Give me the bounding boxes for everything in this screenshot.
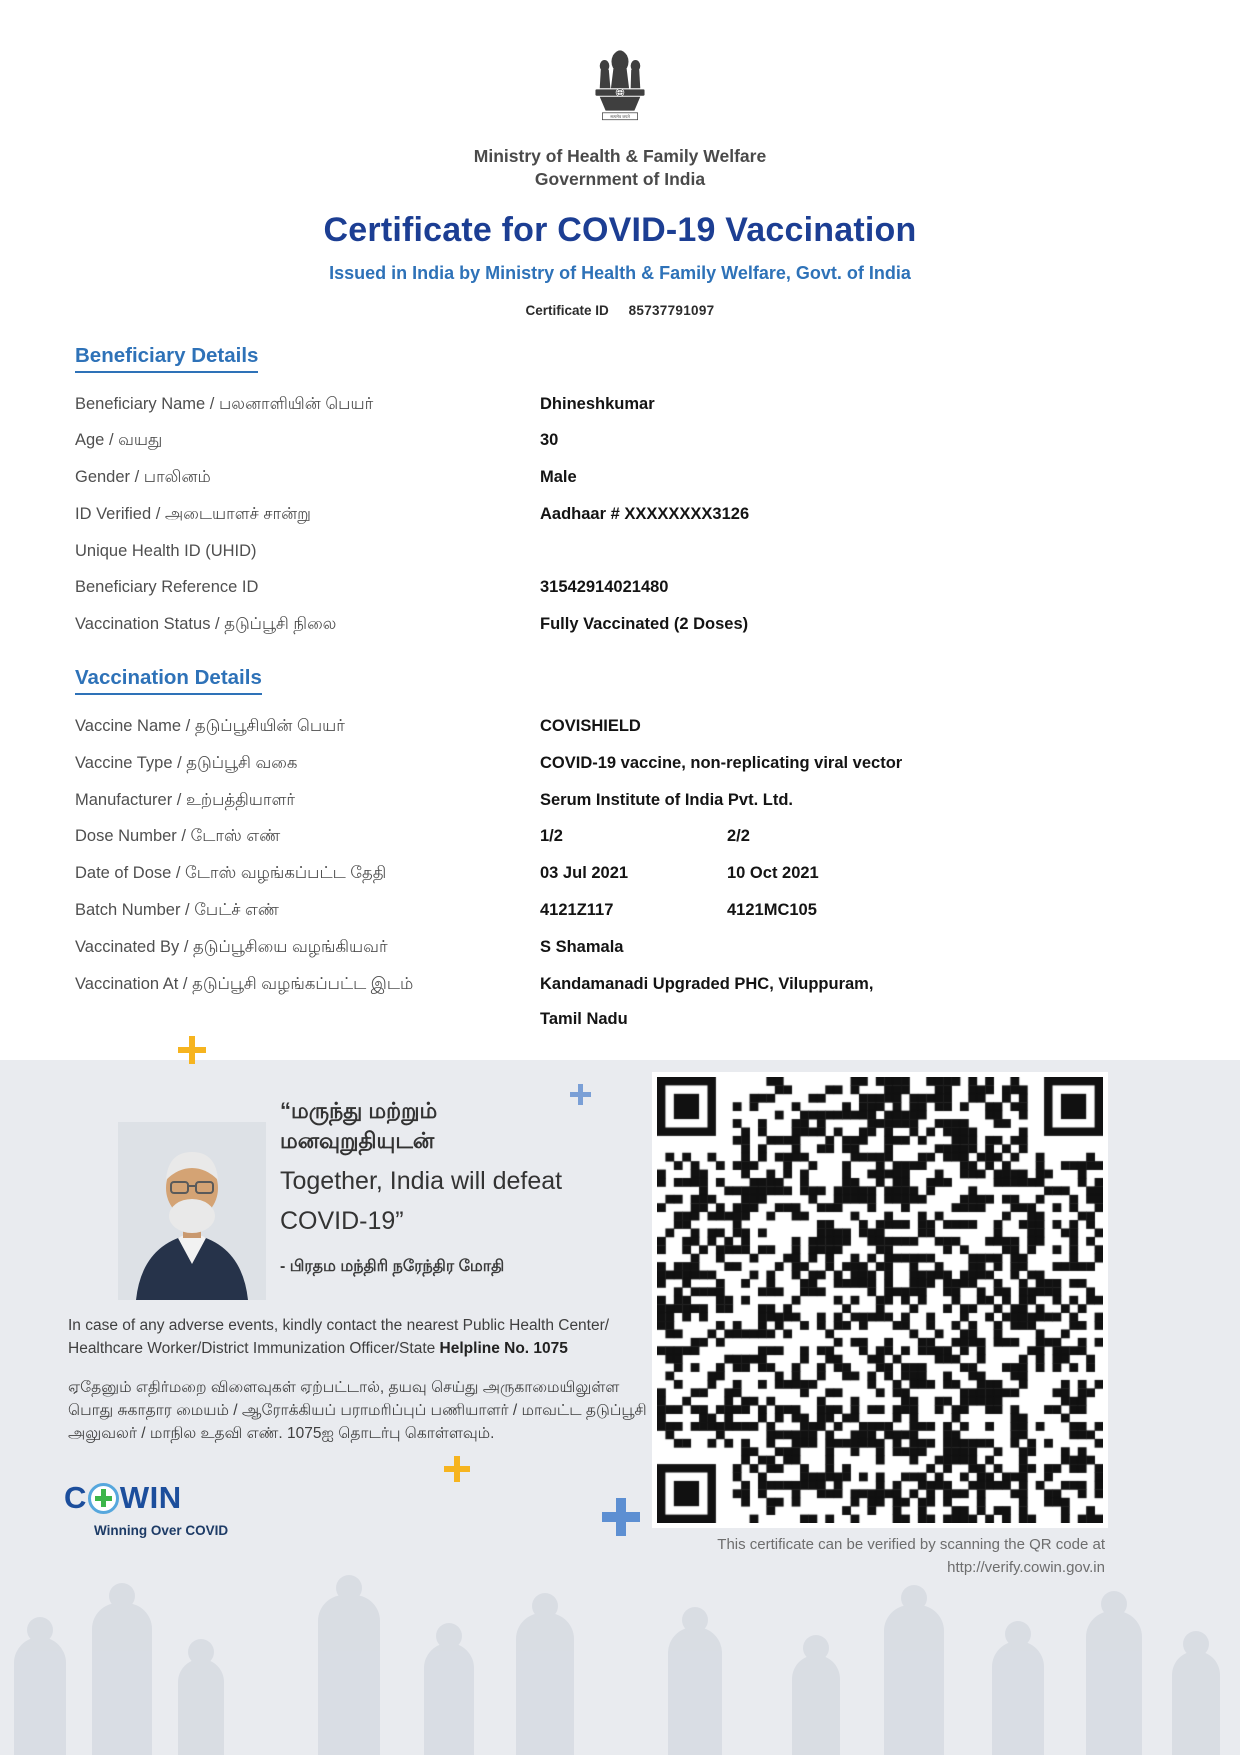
field-value: Fully Vaccinated (2 Doses) xyxy=(540,615,749,634)
field-value: 30 xyxy=(540,431,559,450)
quote-tamil-line1: “மருந்து மற்றும் xyxy=(280,1098,438,1123)
certificate-id-value: 85737791097 xyxy=(628,302,715,318)
certificate-body xyxy=(0,318,1240,1048)
field-value-line1: Kandamanadi Upgraded PHC, Viluppuram, xyxy=(540,974,874,993)
field-label: Vaccinated By / தடுப்பூசியை வழங்கியவர் xyxy=(75,937,388,956)
india-national-emblem-icon xyxy=(588,32,652,136)
row-vaccination-at xyxy=(75,975,1170,1031)
field-value-dose1: 4121Z117 xyxy=(540,901,614,920)
field-value: Male xyxy=(540,468,577,487)
field-value-dose1: 1/2 xyxy=(540,827,563,846)
row-batch-number xyxy=(75,901,1170,921)
certificate-title: Certificate for COVID-19 Vaccination xyxy=(323,210,917,249)
field-label: Date of Dose / டோஸ் வழங்கப்பட்ட தேதி xyxy=(75,864,387,883)
row-vaccine-type xyxy=(75,754,1170,774)
row-date-of-dose xyxy=(75,864,1170,884)
field-value: Aadhaar # XXXXXXXX3126 xyxy=(540,504,750,523)
helpline-number: Helpline No. 1075 xyxy=(439,1340,568,1358)
certificate-id-row xyxy=(0,303,1240,318)
field-label: Vaccine Name / தடுப்பூசியின் பெயர் xyxy=(75,717,345,736)
quote-attribution: - பிரதம மந்திரி நரேந்திர மோதி xyxy=(280,1258,505,1276)
footer-banner xyxy=(0,1060,1240,1755)
field-value-dose1: 03 Jul 2021 xyxy=(540,864,629,883)
contact-english-line2: Healthcare Worker/District Immunization Officer/State xyxy=(68,1340,440,1358)
row-manufacturer xyxy=(75,791,1170,811)
certificate-id-label: Certificate ID xyxy=(525,302,609,318)
field-label: Dose Number / டோஸ் எண் xyxy=(75,827,281,846)
row-vaccine-name xyxy=(75,717,1170,737)
cowin-logo xyxy=(64,1480,228,1538)
field-label: Vaccine Type / தடுப்பூசி வகை xyxy=(75,753,298,772)
qr-note-url: http://verify.cowin.gov.in xyxy=(947,1558,1105,1576)
row-beneficiary-reference-id xyxy=(75,578,1170,598)
quote-tamil-line2: மனவுறுதியுடன் xyxy=(280,1127,435,1153)
row-gender xyxy=(75,468,1170,488)
field-label: Beneficiary Name / பலனாளியின் பெயர் xyxy=(75,394,374,413)
pm-quote-block xyxy=(280,1096,660,1277)
cowin-logo-letters-win: WIN xyxy=(119,1480,182,1515)
field-label: Unique Health ID (UHID) xyxy=(75,541,257,560)
contact-english-line1: In case of any adverse events, kindly contact the nearest Public Health Center/ xyxy=(68,1317,610,1334)
qr-code xyxy=(657,1077,1103,1523)
beneficiary-details-heading: Beneficiary Details xyxy=(75,344,258,373)
row-vaccinated-by xyxy=(75,938,1170,958)
plus-decoration-icon xyxy=(178,1036,206,1064)
field-value: 31542914021480 xyxy=(540,578,669,597)
field-label: Gender / பாலினம் xyxy=(75,468,211,487)
field-label: Manufacturer / உற்பத்தியாளர் xyxy=(75,790,295,809)
certificate-header xyxy=(0,0,1240,318)
field-value-dose2: 2/2 xyxy=(727,827,750,846)
plus-decoration-icon xyxy=(602,1498,640,1536)
field-label: Vaccination Status / தடுப்பூசி நிலை xyxy=(75,615,337,634)
emblem-motto-text: सत्यमेव जयते xyxy=(610,114,630,120)
field-value: Dhineshkumar xyxy=(540,394,655,413)
field-label: Age / வயது xyxy=(75,431,163,450)
field-value-line2: Tamil Nadu xyxy=(540,1010,628,1029)
row-vaccination-status xyxy=(75,615,1170,635)
row-dose-number xyxy=(75,827,1170,847)
field-value: Serum Institute of India Pvt. Ltd. xyxy=(540,790,794,809)
field-label: Vaccination At / தடுப்பூசி வழங்கப்பட்ட இடம் xyxy=(75,974,414,993)
ministry-line2: Government of India xyxy=(534,168,706,189)
quote-english-line2: COVID-19” xyxy=(280,1207,404,1236)
field-value-dose2: 10 Oct 2021 xyxy=(727,864,819,883)
qr-note-line1: This certificate can be verified by scanning the QR code at xyxy=(717,1536,1105,1553)
row-id-verified xyxy=(75,505,1170,525)
field-value: S Shamala xyxy=(540,937,624,956)
adverse-events-notice xyxy=(68,1314,648,1445)
cowin-tagline: Winning Over COVID xyxy=(94,1523,229,1538)
contact-tamil-text: ஏதேனும் எதிர்மறை விளைவுகள் ஏற்பட்டால், தயவு செய்து அருகாமையிலுள்ள பொது சுகாதார மையம் / ஆரோக்கியப் பராமரிப்புப் பணியாளர் / மாவட்ட தடுப்பூசி அலுவலர் / மாநில உதவி எண். 1075ஐ தொடர்பு கொள்ளவும். xyxy=(68,1378,647,1442)
quote-english-line1: Together, India will defeat xyxy=(280,1167,563,1196)
field-value: COVID-19 vaccine, non-replicating viral vector xyxy=(540,753,903,772)
field-label: ID Verified / அடையாளச் சான்று xyxy=(75,504,311,523)
field-label: Beneficiary Reference ID xyxy=(75,578,259,597)
vaccination-details-heading: Vaccination Details xyxy=(75,666,262,695)
pm-portrait-photo xyxy=(118,1122,266,1300)
row-uhid xyxy=(75,542,1170,562)
field-value-dose2: 4121MC105 xyxy=(727,901,817,920)
cowin-logo-letter-c: C xyxy=(64,1480,87,1515)
cowin-logo-plus-icon xyxy=(88,1483,119,1514)
field-value: COVISHIELD xyxy=(540,717,641,736)
qr-code-panel xyxy=(652,1072,1108,1528)
row-beneficiary-name xyxy=(75,395,1170,415)
ministry-line1: Ministry of Health & Family Welfare xyxy=(473,146,767,166)
qr-verification-note xyxy=(560,1534,1105,1579)
certificate-subtitle: Issued in India by Ministry of Health & Family Welfare, Govt. of India xyxy=(329,262,911,283)
plus-decoration-icon xyxy=(444,1456,470,1482)
row-age xyxy=(75,431,1170,451)
field-label: Batch Number / பேட்ச் எண் xyxy=(75,901,279,920)
